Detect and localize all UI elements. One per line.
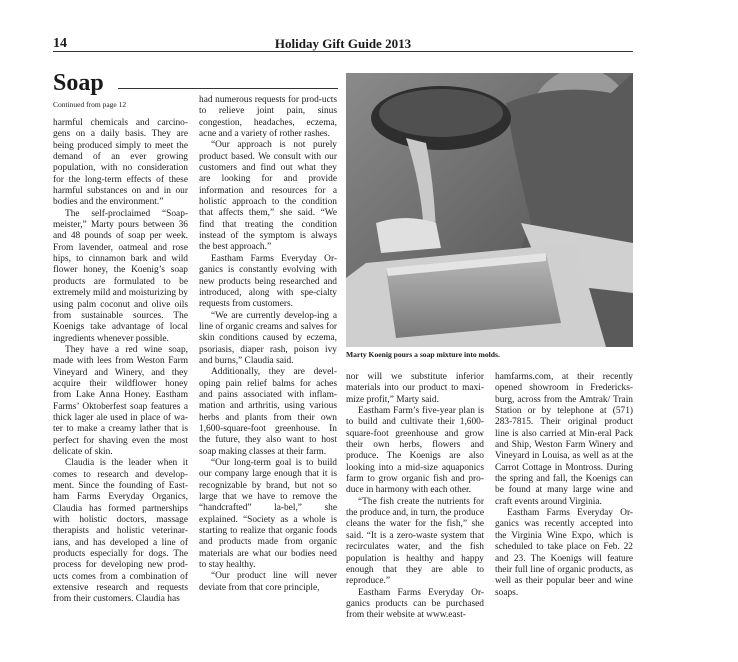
section-title: Holiday Gift Guide 2013 (274, 36, 412, 51)
header-rule (53, 51, 633, 52)
paragraph: had numerous requests for prod-ucts to relieve joint pain, sinus congestion, headaches, eczema, acne and a variety of rother rashes. (199, 95, 337, 140)
paragraph: nor will we substitute inferior materials into our product to maxi-mize profit,” Marty said. (346, 372, 484, 405)
page-number: 14 (53, 36, 67, 51)
paragraph: Eastham Farms Everyday Or-ganics was recently accepted into the Virginia Wine Expo, which is scheduled to take place on Feb. 22 and 23. The Koenigs will feature their full line of organic products, as well as their popular beer and wine soaps. (495, 508, 633, 598)
article-photo (346, 73, 633, 347)
paragraph: They have a red wine soap, made with lees from Weston Farm Vineyard and Winery, and they acquire their wildflower honey from Lake Anna Honey. Eastham Farms’ Oktoberfest soap features a thick lager ale used in place of wa-ter to make a creamy lather that is perfect for shaving even the most delicate of skin. (53, 344, 188, 457)
article-column-2 (199, 95, 337, 594)
article-column-1 (53, 118, 188, 606)
paragraph: Eastham Farms Everyday Or-ganics products can be purchased from their website at www.east- (346, 587, 484, 621)
article-column-4 (495, 372, 633, 599)
paragraph: Claudia is the leader when it comes to research and develop-ment. Since the founding of East-ham Farms Everyday Organics, Claudia has formed partnerships with holistic doctors, massage therapists and holistic veterinar-ians, and has developed a line of products especially for dogs. The process for developing new prod-ucts comes from a combination of extensive research and requests from their customers. Claudia has (53, 458, 188, 605)
paragraph: “Our product line will never deviate from that core principle, (199, 571, 337, 593)
paragraph: “Our long-term goal is to build our company large enough that it is recognizable by brand, but not so large that we have to remove the “handcrafted” la-bel,” she explained. “Society as a whole is starting to realize that organic foods and products made from organic materials are what our bodies need to stay healthy. (199, 458, 337, 571)
paragraph: Eastham Farm’s five-year plan is to build and cultivate their 1,600-square-foot greenhouse and grow their own herbs, flowers and produce. The Koenigs are also looking into a mid-size aquaponics farm to grow organic fish and pro-duce in harmony with each other. (346, 406, 484, 496)
paragraph: “We are currently develop-ing a line of organic creams and salves for skin conditions caused by eczema, psoriasis, diaper rash, poison ivy and burns,” Claudia said. (199, 310, 337, 366)
paragraph: Eastham Farms Everyday Or-ganics is constantly evolving with new products being researched and introduced, along with spe-cialty requests from customers. (199, 253, 337, 310)
article-headline: Soap (53, 70, 104, 96)
paragraph: harmful chemicals and carcino-gens on a daily basis. They are being produced simply to meet the demand of an ever growing population, with no consideration for the long-term effects of these harmful substances on and in our bodies and the environment.” (53, 118, 188, 208)
continued-note: Continued from page 12 (53, 100, 127, 109)
paragraph: Additionally, they are devel-oping pain relief balms for aches and pains associated with inflam-mation and arthritis, using various herbs and plants from their own 1,600-square-foot greenhouse. In the future, they also want to host soap making classes at their farm. (199, 367, 337, 457)
paragraph: “The fish create the nutrients for the produce and, in turn, the produce cleans the water for the fish,” she said. “It is a zero-waste system that recirculates water, and the fish population is healthy and happy enough that they are able to reproduce.” (346, 496, 484, 587)
paragraph: The self-proclaimed “Soap-meister,” Marty pours between 36 and 48 pounds of soap per week. From lavender, oatmeal and rose hips, to cinnamon bark and wild flower honey, the Koenig’s soap products are formulated to be extremely mild and moisturizing by using palm coconut and olive oils from sustainable sources. The Koenigs take advantage of local ingredients whenever possible. (53, 208, 188, 344)
headline-rule (118, 88, 338, 89)
page-header (53, 36, 633, 52)
photo-illustration (346, 73, 633, 347)
paragraph: “Our approach is not purely product based. We consult with our customers and find out what they are looking for and provide information and resources for a holistic approach to the condition that affects them,” she said. “We find that treating the condition instead of the symptom is always the best approach.” (199, 140, 337, 253)
article-column-3 (346, 372, 484, 622)
photo-caption: Marty Koenig pours a soap mixture into molds. (346, 350, 500, 359)
paragraph: hamfarms.com, at their recently opened showroom in Fredericks-burg, across from the Amtrak/ Train Station or by telephone at (571) 283-7815. Their original product line is also carried at Min-eral Pack and Ship, Weston Farm Winery and Vineyard in Louisa, as well as at the Carrot Cottage in Montross. During the spring and fall, the Koenigs can be found at many large wine and craft events around Virginia. (495, 372, 633, 507)
